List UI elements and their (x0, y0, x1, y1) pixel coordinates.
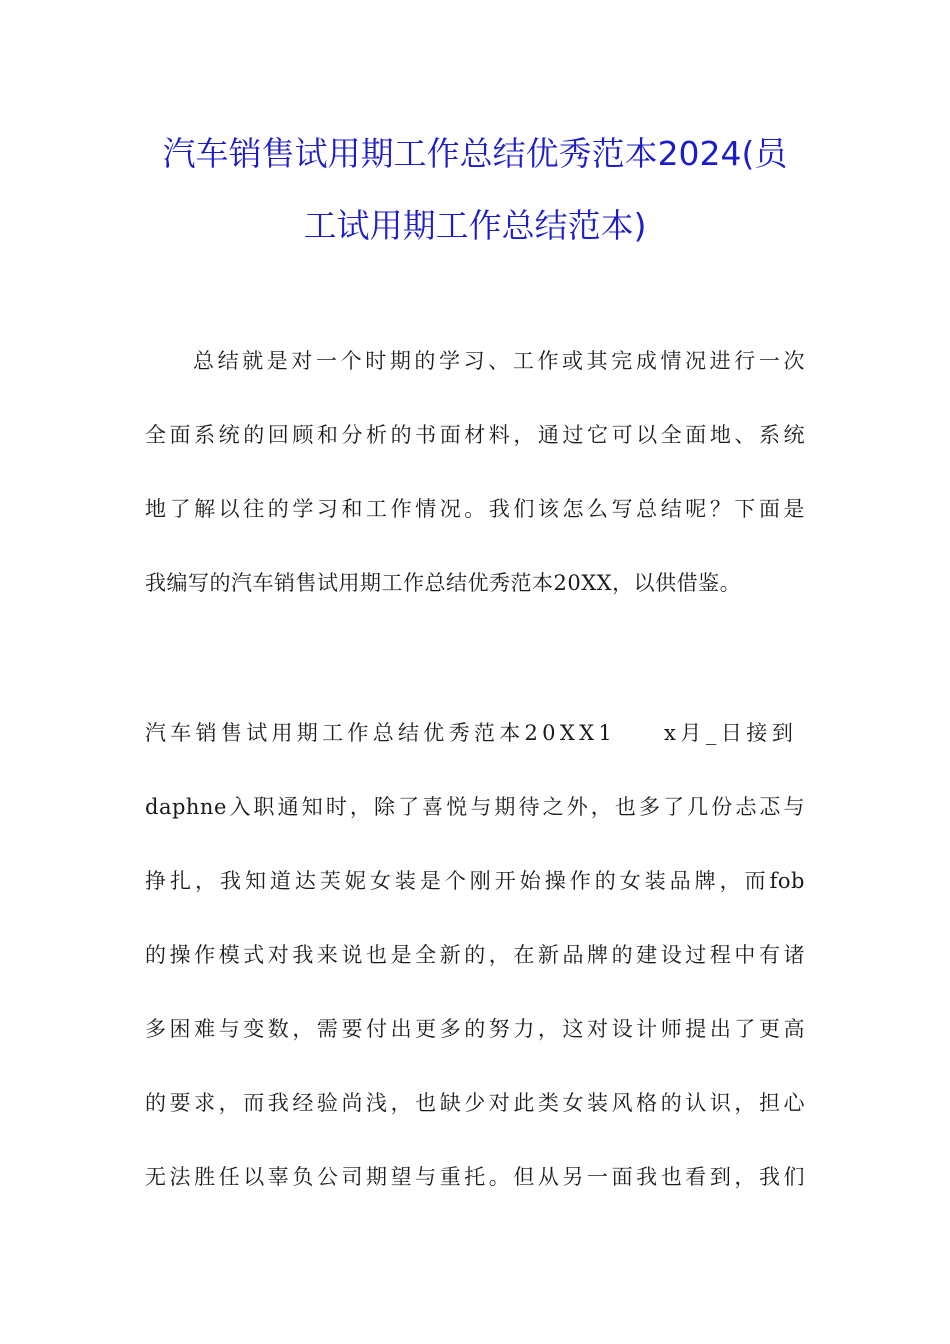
body-paragraph-first-line (145, 718, 805, 748)
body-paragraph-line: daphne入职通知时，除了喜悦与期待之外，也多了几份忐忑与 (145, 795, 805, 819)
intro-paragraph-line: 地了解以往的学习和工作情况。我们该怎么写总结呢？下面是 (145, 497, 805, 521)
intro-paragraph-line: 我编写的汽车销售试用期工作总结优秀范本20XX，以供借鉴。 (145, 571, 742, 595)
document-title-line-2: 工试用期工作总结范本) (303, 206, 647, 245)
intro-paragraph-line: 总结就是对一个时期的学习、工作或其完成情况进行一次 (193, 349, 805, 373)
body-paragraph-line: 无法胜任以辜负公司期望与重托。但从另一面我也看到，我们 (145, 1165, 805, 1189)
intro-paragraph-line: 全面系统的回顾和分析的书面材料，通过它可以全面地、系统 (145, 423, 805, 447)
body-paragraph-line: 的要求，而我经验尚浅，也缺少对此类女装风格的认识，担心 (145, 1091, 805, 1115)
body-paragraph-line: 多困难与变数，需要付出更多的努力，这对设计师提出了更高 (145, 1017, 805, 1041)
body-paragraph-line: 挣扎，我知道达芙妮女装是个刚开始操作的女装品牌，而fob (145, 869, 805, 893)
document-title-line-1: 汽车销售试用期工作总结优秀范本2024(员 (162, 134, 788, 173)
body-paragraph-line: 的操作模式对我来说也是全新的，在新品牌的建设过程中有诸 (145, 943, 805, 967)
body-heading-text: 汽车销售试用期工作总结优秀范本20XX1 (145, 721, 616, 745)
body-date-text: x月_日接到 (663, 721, 798, 745)
